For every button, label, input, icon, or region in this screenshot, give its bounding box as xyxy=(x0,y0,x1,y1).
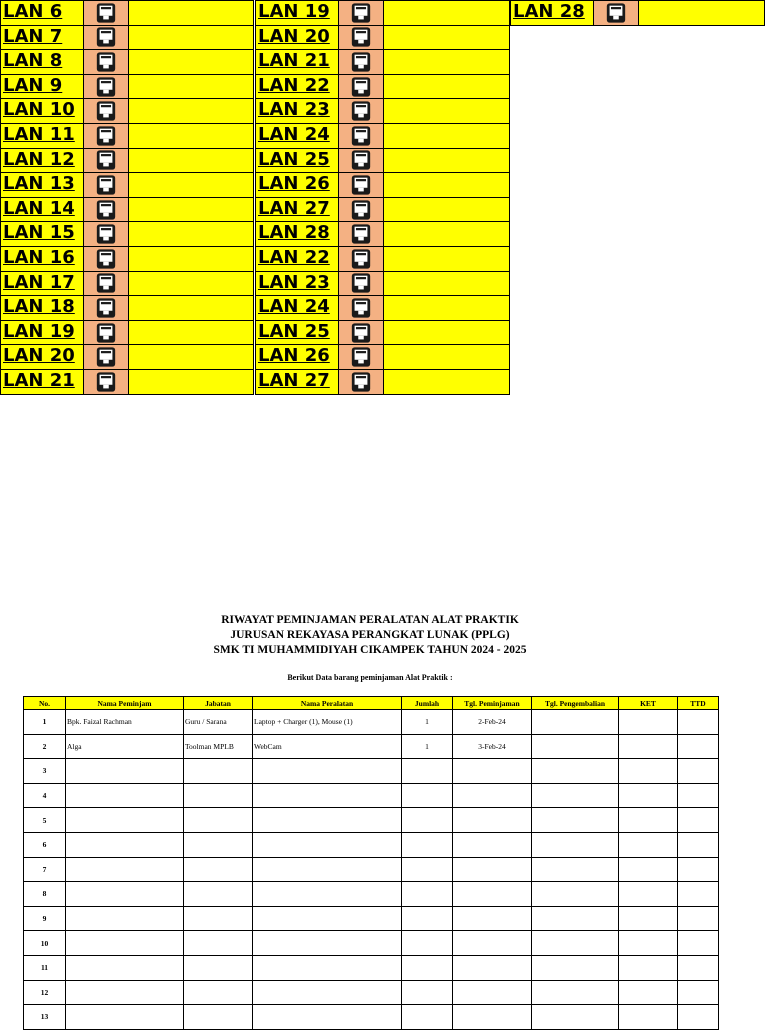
cell-nama-peminjam xyxy=(66,906,184,931)
lan-label: LAN 14 xyxy=(0,197,84,223)
cell-ttd xyxy=(678,955,719,980)
cell-jumlah xyxy=(402,759,453,784)
cell-nama-peralatan: WebCam xyxy=(253,734,402,759)
cell-jabatan xyxy=(184,808,253,833)
document-subtitle: Berikut Data barang peminjaman Alat Praktik : xyxy=(287,673,453,682)
lan-label: LAN 24 xyxy=(255,123,339,149)
cell-jabatan xyxy=(184,759,253,784)
lan-label: LAN 19 xyxy=(255,0,339,26)
lan-row xyxy=(255,98,509,123)
cell-jumlah xyxy=(402,832,453,857)
cell-nama-peralatan xyxy=(253,906,402,931)
cell-jumlah xyxy=(402,931,453,956)
lan-label: LAN 16 xyxy=(0,246,84,272)
cell-tgl-pengembalian xyxy=(532,759,619,784)
lan-empty-cell xyxy=(128,246,254,272)
ethernet-port-icon xyxy=(338,0,384,26)
lan-empty-cell xyxy=(383,49,510,75)
lan-row xyxy=(255,74,509,99)
cell-ket xyxy=(619,710,678,735)
lan-row xyxy=(0,25,253,50)
lan-label: LAN 20 xyxy=(255,25,339,51)
cell-ket xyxy=(619,783,678,808)
cell-jabatan xyxy=(184,931,253,956)
cell-jumlah xyxy=(402,857,453,882)
cell-nama-peralatan xyxy=(253,759,402,784)
lan-label: LAN 20 xyxy=(0,344,84,370)
lan-empty-cell xyxy=(383,221,510,247)
lan-empty-cell xyxy=(383,369,510,395)
cell-tgl-pengembalian xyxy=(532,710,619,735)
cell-ket xyxy=(619,759,678,784)
cell-jumlah xyxy=(402,783,453,808)
cell-nama-peminjam xyxy=(66,759,184,784)
lan-row xyxy=(0,123,253,148)
lan-row xyxy=(255,320,509,345)
cell-jumlah: 1 xyxy=(402,734,453,759)
lan-label: LAN 21 xyxy=(0,369,84,395)
cell-ket xyxy=(619,857,678,882)
cell-jumlah xyxy=(402,980,453,1005)
cell-tgl-pengembalian xyxy=(532,955,619,980)
ethernet-port-icon xyxy=(338,271,384,297)
ethernet-port-icon xyxy=(338,74,384,100)
cell-no: 9 xyxy=(24,906,66,931)
table-row xyxy=(24,955,719,980)
cell-no: 5 xyxy=(24,808,66,833)
loan-history-table xyxy=(23,696,719,1030)
cell-jabatan xyxy=(184,857,253,882)
document-title-line-2: JURUSAN REKAYASA PERANGKAT LUNAK (PPLG) xyxy=(230,629,510,641)
ethernet-port-icon xyxy=(83,0,129,26)
lan-row xyxy=(0,74,253,99)
table-row xyxy=(24,980,719,1005)
lan-label: LAN 27 xyxy=(255,369,339,395)
header-ket: KET xyxy=(619,697,678,710)
lan-label: LAN 6 xyxy=(0,0,84,26)
cell-tgl-pengembalian xyxy=(532,857,619,882)
table-row xyxy=(24,931,719,956)
lan-column-3 xyxy=(510,0,764,25)
table-row xyxy=(24,832,719,857)
cell-nama-peminjam xyxy=(66,980,184,1005)
cell-no: 6 xyxy=(24,832,66,857)
cell-ttd xyxy=(678,882,719,907)
cell-nama-peminjam xyxy=(66,931,184,956)
cell-jabatan xyxy=(184,882,253,907)
lan-label: LAN 28 xyxy=(510,0,594,26)
cell-jumlah xyxy=(402,906,453,931)
lan-row xyxy=(510,0,764,25)
table-row xyxy=(24,808,719,833)
lan-row xyxy=(0,0,253,25)
cell-tgl-peminjaman xyxy=(453,808,532,833)
ethernet-port-icon xyxy=(338,369,384,395)
cell-tgl-pengembalian xyxy=(532,931,619,956)
cell-tgl-peminjaman xyxy=(453,955,532,980)
cell-ttd xyxy=(678,783,719,808)
ethernet-port-icon xyxy=(338,246,384,272)
ethernet-port-icon xyxy=(338,98,384,124)
lan-row xyxy=(0,197,253,222)
lan-empty-cell xyxy=(128,344,254,370)
cell-nama-peralatan xyxy=(253,808,402,833)
cell-jabatan xyxy=(184,955,253,980)
cell-tgl-pengembalian xyxy=(532,1005,619,1030)
ethernet-port-icon xyxy=(83,74,129,100)
cell-no: 11 xyxy=(24,955,66,980)
cell-nama-peminjam: Alga xyxy=(66,734,184,759)
cell-tgl-peminjaman xyxy=(453,931,532,956)
lan-empty-cell xyxy=(128,369,254,395)
ethernet-port-icon xyxy=(83,98,129,124)
lan-label: LAN 23 xyxy=(255,271,339,297)
header-jumlah: Jumlah xyxy=(402,697,453,710)
ethernet-port-icon xyxy=(83,49,129,75)
lan-label: LAN 10 xyxy=(0,98,84,124)
cell-ttd xyxy=(678,808,719,833)
cell-ttd xyxy=(678,710,719,735)
cell-jabatan: Guru / Sarana xyxy=(184,710,253,735)
cell-no: 1 xyxy=(24,710,66,735)
lan-label: LAN 7 xyxy=(0,25,84,51)
cell-ttd xyxy=(678,734,719,759)
ethernet-port-icon xyxy=(83,221,129,247)
lan-row xyxy=(255,197,509,222)
header-no: No. xyxy=(24,697,66,710)
cell-nama-peminjam xyxy=(66,1005,184,1030)
ethernet-port-icon xyxy=(83,271,129,297)
cell-nama-peralatan: Laptop + Charger (1), Mouse (1) xyxy=(253,710,402,735)
table-row xyxy=(24,857,719,882)
cell-nama-peralatan xyxy=(253,832,402,857)
ethernet-port-icon xyxy=(83,172,129,198)
lan-empty-cell xyxy=(128,172,254,198)
lan-row xyxy=(255,49,509,74)
lan-empty-cell xyxy=(128,197,254,223)
ethernet-port-icon xyxy=(338,197,384,223)
cell-nama-peralatan xyxy=(253,1005,402,1030)
lan-empty-cell xyxy=(128,74,254,100)
lan-row xyxy=(0,148,253,173)
cell-jabatan: Toolman MPLB xyxy=(184,734,253,759)
ethernet-port-icon xyxy=(83,344,129,370)
cell-tgl-peminjaman xyxy=(453,906,532,931)
ethernet-port-icon xyxy=(83,295,129,321)
ethernet-port-icon xyxy=(338,320,384,346)
lan-row xyxy=(255,123,509,148)
cell-nama-peralatan xyxy=(253,882,402,907)
table-row xyxy=(24,710,719,735)
lan-empty-cell xyxy=(383,0,510,26)
lan-label: LAN 15 xyxy=(0,221,84,247)
lan-label: LAN 18 xyxy=(0,295,84,321)
lan-empty-cell xyxy=(128,221,254,247)
cell-nama-peralatan xyxy=(253,980,402,1005)
cell-ket xyxy=(619,832,678,857)
cell-no: 2 xyxy=(24,734,66,759)
lan-label: LAN 25 xyxy=(255,148,339,174)
cell-tgl-pengembalian xyxy=(532,783,619,808)
lan-empty-cell xyxy=(383,344,510,370)
lan-column-2 xyxy=(255,0,509,394)
cell-tgl-pengembalian xyxy=(532,808,619,833)
cell-ket xyxy=(619,734,678,759)
cell-nama-peralatan xyxy=(253,783,402,808)
cell-nama-peminjam xyxy=(66,955,184,980)
table-row xyxy=(24,734,719,759)
cell-no: 8 xyxy=(24,882,66,907)
ethernet-port-icon xyxy=(83,25,129,51)
lan-empty-cell xyxy=(128,49,254,75)
cell-tgl-peminjaman xyxy=(453,759,532,784)
header-nama-peminjam: Nama Peminjam xyxy=(66,697,184,710)
lan-empty-cell xyxy=(128,271,254,297)
cell-ket xyxy=(619,980,678,1005)
cell-nama-peminjam xyxy=(66,832,184,857)
cell-tgl-peminjaman xyxy=(453,980,532,1005)
cell-jabatan xyxy=(184,1005,253,1030)
lan-row xyxy=(255,148,509,173)
header-ttd: TTD xyxy=(678,697,719,710)
cell-no: 13 xyxy=(24,1005,66,1030)
lan-row xyxy=(255,25,509,50)
cell-no: 4 xyxy=(24,783,66,808)
ethernet-port-icon xyxy=(338,172,384,198)
cell-ttd xyxy=(678,759,719,784)
cell-tgl-pengembalian xyxy=(532,906,619,931)
ethernet-port-icon xyxy=(83,246,129,272)
ethernet-port-icon xyxy=(83,369,129,395)
ethernet-port-icon xyxy=(338,148,384,174)
ethernet-port-icon xyxy=(338,295,384,321)
cell-tgl-peminjaman: 2-Feb-24 xyxy=(453,710,532,735)
ethernet-port-icon xyxy=(83,123,129,149)
lan-row xyxy=(255,369,509,394)
lan-empty-cell xyxy=(383,271,510,297)
table-row xyxy=(24,759,719,784)
lan-row xyxy=(255,295,509,320)
cell-tgl-peminjaman xyxy=(453,832,532,857)
lan-empty-cell xyxy=(383,246,510,272)
cell-tgl-pengembalian xyxy=(532,882,619,907)
cell-tgl-peminjaman: 3-Feb-24 xyxy=(453,734,532,759)
cell-ttd xyxy=(678,906,719,931)
cell-nama-peralatan xyxy=(253,931,402,956)
lan-empty-cell xyxy=(383,172,510,198)
cell-ket xyxy=(619,955,678,980)
ethernet-port-icon xyxy=(83,320,129,346)
lan-empty-cell xyxy=(128,123,254,149)
cell-no: 7 xyxy=(24,857,66,882)
cell-nama-peminjam xyxy=(66,882,184,907)
table-row xyxy=(24,882,719,907)
cell-ttd xyxy=(678,980,719,1005)
cell-no: 12 xyxy=(24,980,66,1005)
lan-empty-cell xyxy=(638,0,765,26)
lan-label: LAN 19 xyxy=(0,320,84,346)
document-title-line-1: RIWAYAT PEMINJAMAN PERALATAN ALAT PRAKTIK xyxy=(221,614,519,626)
cell-tgl-pengembalian xyxy=(532,980,619,1005)
cell-ttd xyxy=(678,832,719,857)
table-row xyxy=(24,783,719,808)
lan-empty-cell xyxy=(128,148,254,174)
lan-label: LAN 26 xyxy=(255,344,339,370)
lan-row xyxy=(255,246,509,271)
cell-nama-peminjam xyxy=(66,808,184,833)
lan-row xyxy=(255,0,509,25)
cell-nama-peminjam xyxy=(66,857,184,882)
cell-nama-peralatan xyxy=(253,857,402,882)
cell-tgl-pengembalian xyxy=(532,734,619,759)
lan-empty-cell xyxy=(383,98,510,124)
cell-tgl-peminjaman xyxy=(453,882,532,907)
ethernet-port-icon xyxy=(338,123,384,149)
ethernet-port-icon xyxy=(338,49,384,75)
lan-empty-cell xyxy=(383,148,510,174)
cell-jumlah xyxy=(402,1005,453,1030)
cell-nama-peminjam: Bpk. Faizal Rachman xyxy=(66,710,184,735)
lan-label: LAN 8 xyxy=(0,49,84,75)
lan-row xyxy=(255,271,509,296)
lan-row xyxy=(0,221,253,246)
lan-empty-cell xyxy=(383,74,510,100)
lan-label: LAN 12 xyxy=(0,148,84,174)
cell-tgl-peminjaman xyxy=(453,857,532,882)
lan-label: LAN 27 xyxy=(255,197,339,223)
lan-row xyxy=(0,98,253,123)
lan-empty-cell xyxy=(383,295,510,321)
cell-no: 10 xyxy=(24,931,66,956)
ethernet-port-icon xyxy=(338,344,384,370)
cell-nama-peminjam xyxy=(66,783,184,808)
cell-tgl-pengembalian xyxy=(532,832,619,857)
ethernet-port-icon xyxy=(593,0,639,26)
cell-ket xyxy=(619,931,678,956)
lan-empty-cell xyxy=(383,123,510,149)
table-row xyxy=(24,906,719,931)
cell-no: 3 xyxy=(24,759,66,784)
lan-empty-cell xyxy=(128,320,254,346)
lan-empty-cell xyxy=(128,25,254,51)
cell-tgl-peminjaman xyxy=(453,783,532,808)
cell-jabatan xyxy=(184,832,253,857)
lan-row xyxy=(0,320,253,345)
header-nama-peralatan: Nama Peralatan xyxy=(253,697,402,710)
lan-label: LAN 9 xyxy=(0,74,84,100)
lan-column-1 xyxy=(0,0,253,394)
lan-empty-cell xyxy=(383,25,510,51)
lan-label: LAN 13 xyxy=(0,172,84,198)
cell-ket xyxy=(619,882,678,907)
lan-row xyxy=(0,295,253,320)
lan-label: LAN 21 xyxy=(255,49,339,75)
lan-empty-cell xyxy=(383,197,510,223)
cell-ket xyxy=(619,808,678,833)
cell-jabatan xyxy=(184,980,253,1005)
table-row xyxy=(24,1005,719,1030)
lan-row xyxy=(0,49,253,74)
ethernet-port-icon xyxy=(338,221,384,247)
lan-row xyxy=(255,344,509,369)
cell-ket xyxy=(619,1005,678,1030)
lan-empty-cell xyxy=(383,320,510,346)
cell-jabatan xyxy=(184,906,253,931)
table-header-row xyxy=(24,697,719,710)
lan-row xyxy=(255,172,509,197)
cell-ttd xyxy=(678,931,719,956)
lan-empty-cell xyxy=(128,0,254,26)
lan-empty-cell xyxy=(128,98,254,124)
lan-row xyxy=(0,271,253,296)
lan-label: LAN 17 xyxy=(0,271,84,297)
header-tgl-peminjaman: Tgl. Peminjaman xyxy=(453,697,532,710)
cell-jabatan xyxy=(184,783,253,808)
lan-row xyxy=(0,246,253,271)
cell-jumlah xyxy=(402,882,453,907)
header-tgl-pengembalian: Tgl. Pengembalian xyxy=(532,697,619,710)
lan-row xyxy=(0,369,253,394)
cell-jumlah: 1 xyxy=(402,710,453,735)
cell-ket xyxy=(619,906,678,931)
cell-tgl-peminjaman xyxy=(453,1005,532,1030)
lan-label: LAN 22 xyxy=(255,74,339,100)
lan-label: LAN 28 xyxy=(255,221,339,247)
cell-jumlah xyxy=(402,808,453,833)
lan-label: LAN 23 xyxy=(255,98,339,124)
ethernet-port-icon xyxy=(83,197,129,223)
lan-empty-cell xyxy=(128,295,254,321)
lan-label: LAN 24 xyxy=(255,295,339,321)
cell-ttd xyxy=(678,857,719,882)
lan-label: LAN 22 xyxy=(255,246,339,272)
header-jabatan: Jabatan xyxy=(184,697,253,710)
lan-row xyxy=(0,172,253,197)
cell-jumlah xyxy=(402,955,453,980)
cell-nama-peralatan xyxy=(253,955,402,980)
document-title-line-3: SMK TI MUHAMMIDIYAH CIKAMPEK TAHUN 2024 - 2025 xyxy=(213,644,527,656)
lan-row xyxy=(0,344,253,369)
lan-row xyxy=(255,221,509,246)
lan-label: LAN 26 xyxy=(255,172,339,198)
ethernet-port-icon xyxy=(338,25,384,51)
lan-label: LAN 11 xyxy=(0,123,84,149)
ethernet-port-icon xyxy=(83,148,129,174)
cell-ttd xyxy=(678,1005,719,1030)
lan-label: LAN 25 xyxy=(255,320,339,346)
